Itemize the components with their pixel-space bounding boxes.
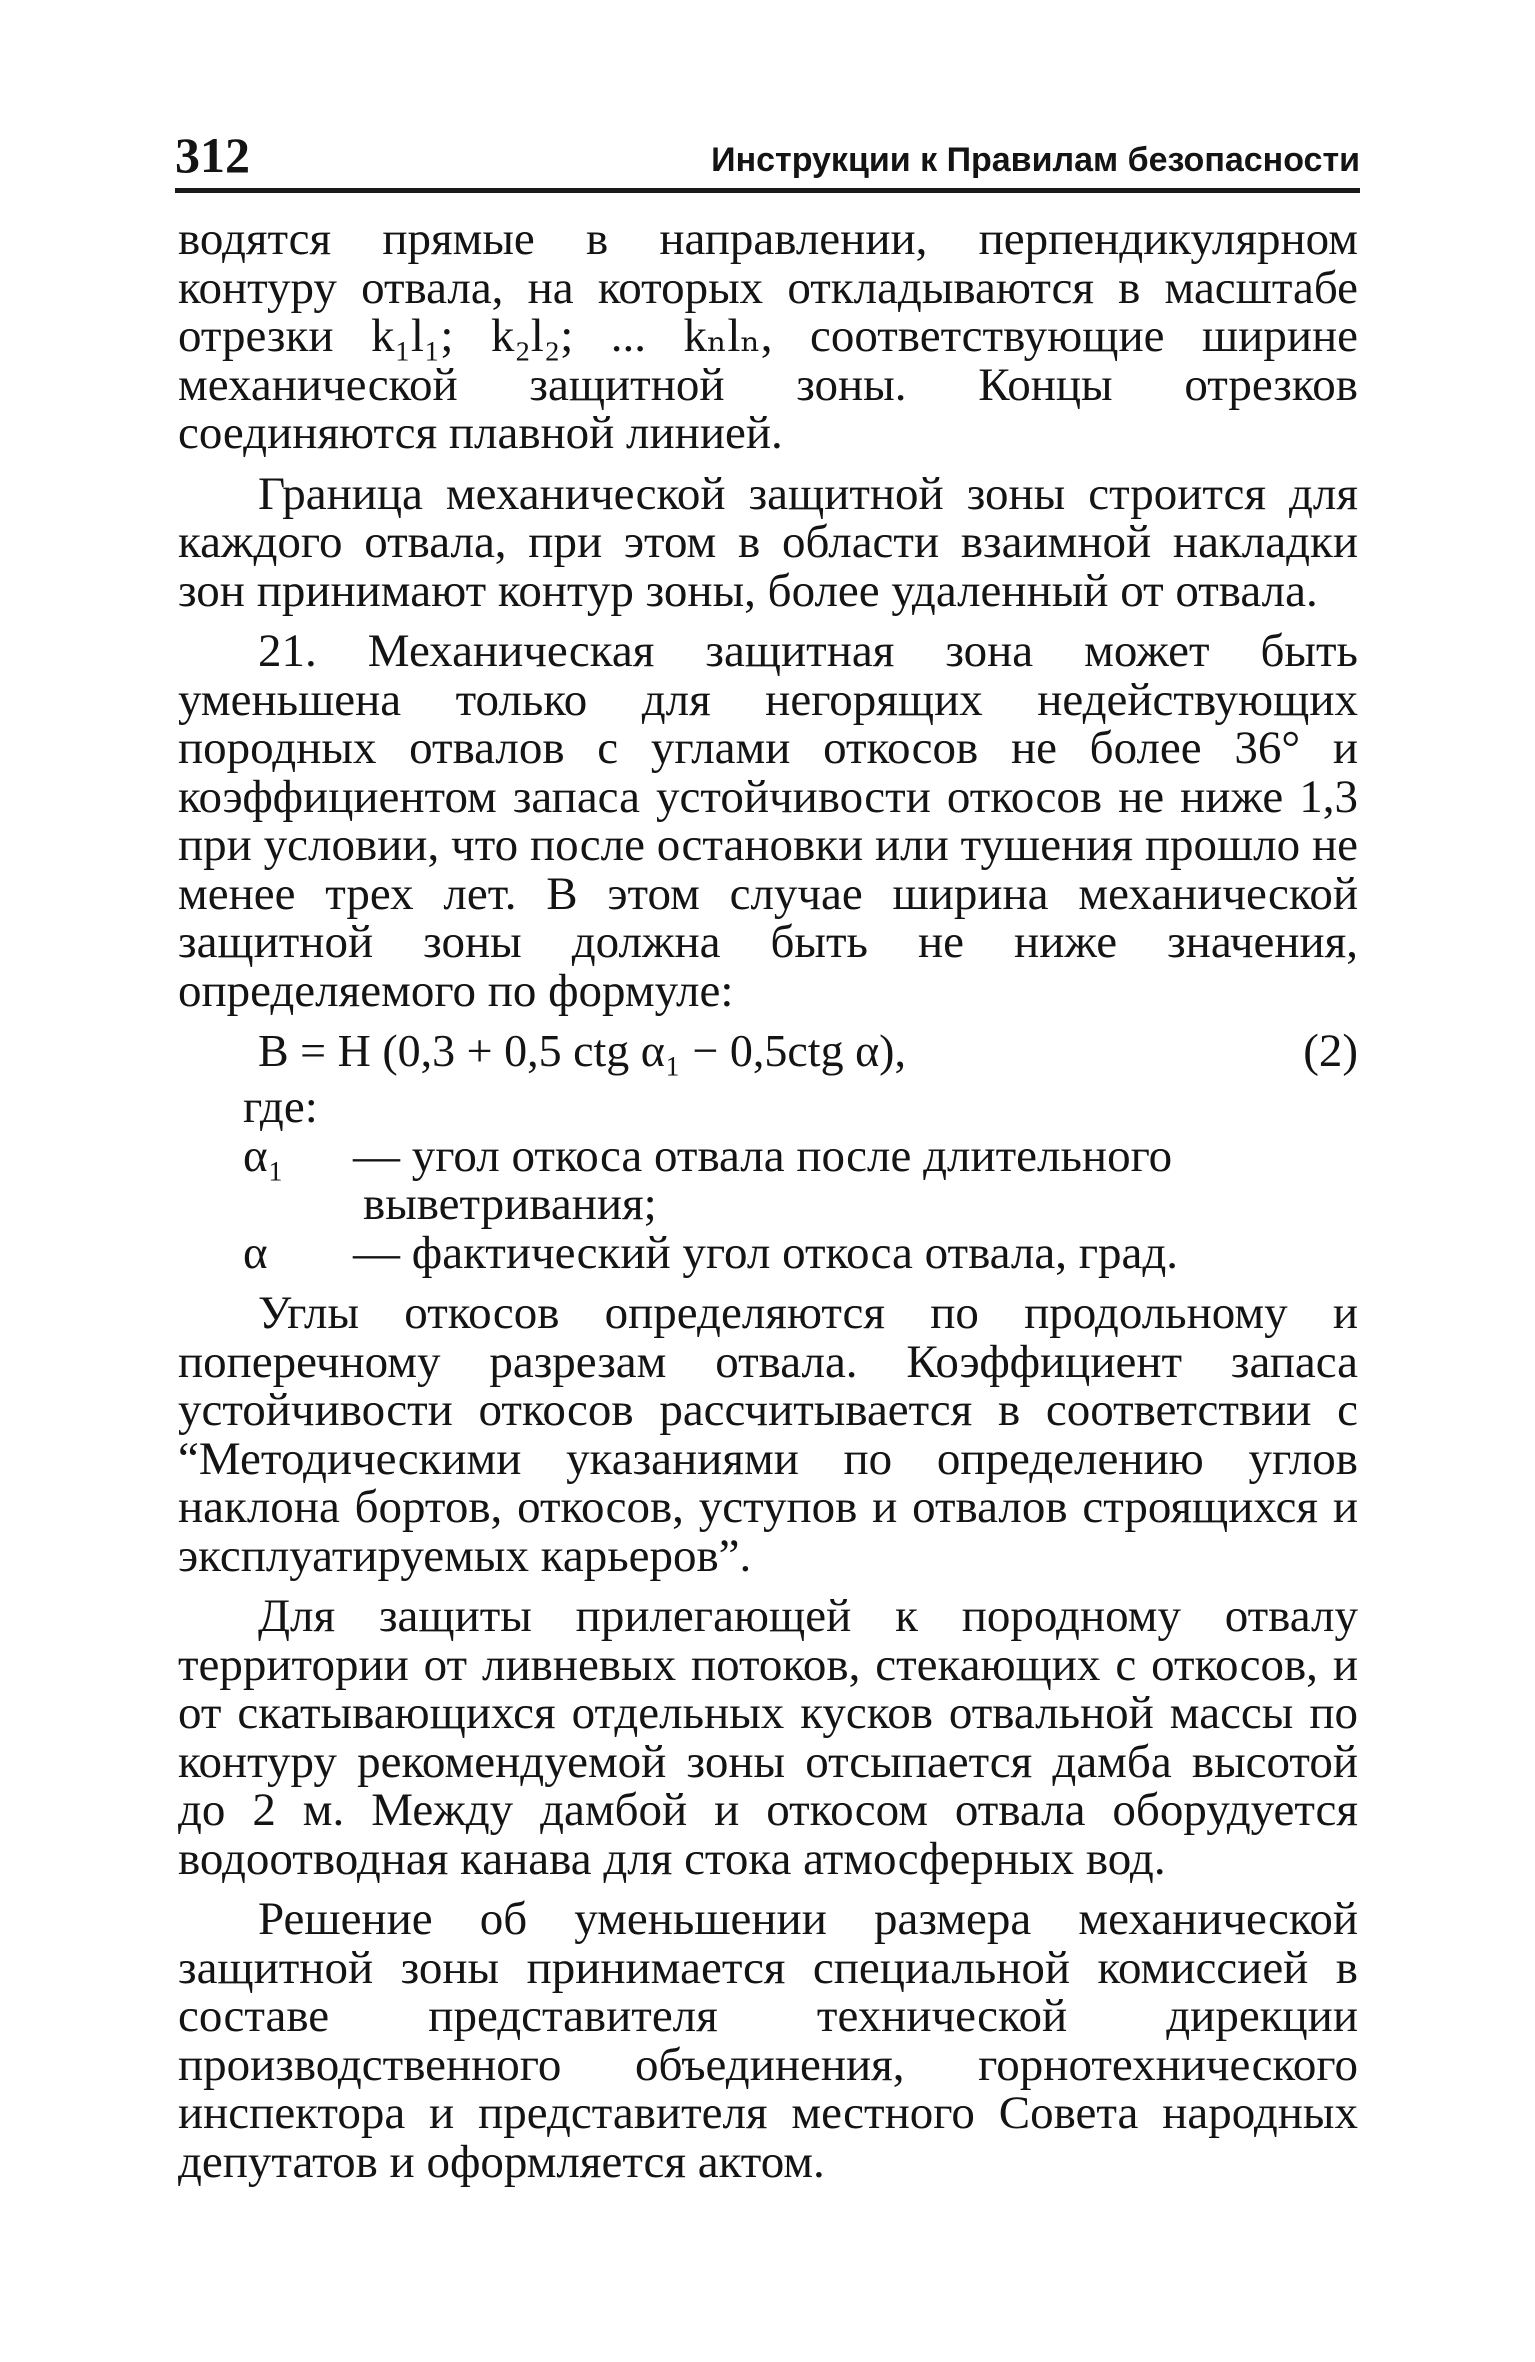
paragraph-4: Углы откосов определяются по продольному и поперечному разрезам отвала. Коэффициент запаса устойчивости откосов рассчитывается в соответствии с “Методическими указаниями по определению углов наклона бортов, откосов, уступов и отвалов строящихся и эксплуатируемых карьеров”.	[178, 1287, 1358, 1582]
formula	[178, 1021, 1358, 1083]
formula-number: (2)	[1303, 1025, 1358, 1077]
header-rule	[175, 188, 1360, 193]
legend-text: — фактический угол откоса отвала, град.	[353, 1226, 1179, 1279]
paragraph-6: Решение об уменьшении размера механической защитной зоны принимается специальной комиссией в составе представителя технической дирекции производственного объединения, горнотехнического инспектора и представителя местного Совета народных депутатов и оформляется актом.	[178, 1893, 1358, 2188]
page-header	[175, 125, 1360, 185]
paragraph-1: водятся прямые в направлении, перпендикулярном контуру отвала, на которых откладываются в масштабе отрезки k₁l₁; k₂l₂; ... kₙlₙ, соответствующие ширине механической защитной зоны. Концы отрезков соединяются плавной линией.	[178, 213, 1358, 459]
legend-row	[243, 1129, 1358, 1230]
formula-where-label: где:	[243, 1081, 318, 1133]
legend-symbol: α	[243, 1226, 268, 1279]
page-number: 312	[175, 127, 250, 183]
legend-text: — угол откоса отвала после длительного выветривания;	[353, 1129, 1173, 1230]
legend-row	[243, 1226, 1358, 1279]
body-text	[178, 215, 1358, 2186]
paragraph-2: Граница механической защитной зоны строится для каждого отвала, при этом в области взаимной накладки зон принимают контур зоны, более удаленный от отвала.	[178, 467, 1358, 617]
paragraph-5: Для защиты прилегающей к породному отвалу территории от ливневых потоков, стекающих с откосов, и от скатывающихся отдельных кусков отвальной массы по контуру рекомендуемой зоны отсыпается дамба высотой до 2 м. Между дамбой и откосом отвала оборудуется водоотводная канава для стока атмосферных вод.	[178, 1590, 1358, 1885]
paragraph-3: 21. Механическая защитная зона может быть уменьшена только для негорящих недействующих породных отвалов с углами откосов не более 36° и коэффициентом запаса устойчивости откосов не ниже 1,3 при условии, что после остановки или тушения прошло не менее трех лет. В этом случае ширина механической защитной зоны должна быть не ниже значения, определяемого по формуле:	[178, 625, 1358, 1017]
running-title: Инструкции к Правилам безопасности	[711, 141, 1360, 179]
legend-symbol: α₁	[243, 1129, 285, 1182]
formula-expression: B = H (0,3 + 0,5 ctg α₁ − 0,5ctg α),	[258, 1025, 906, 1076]
